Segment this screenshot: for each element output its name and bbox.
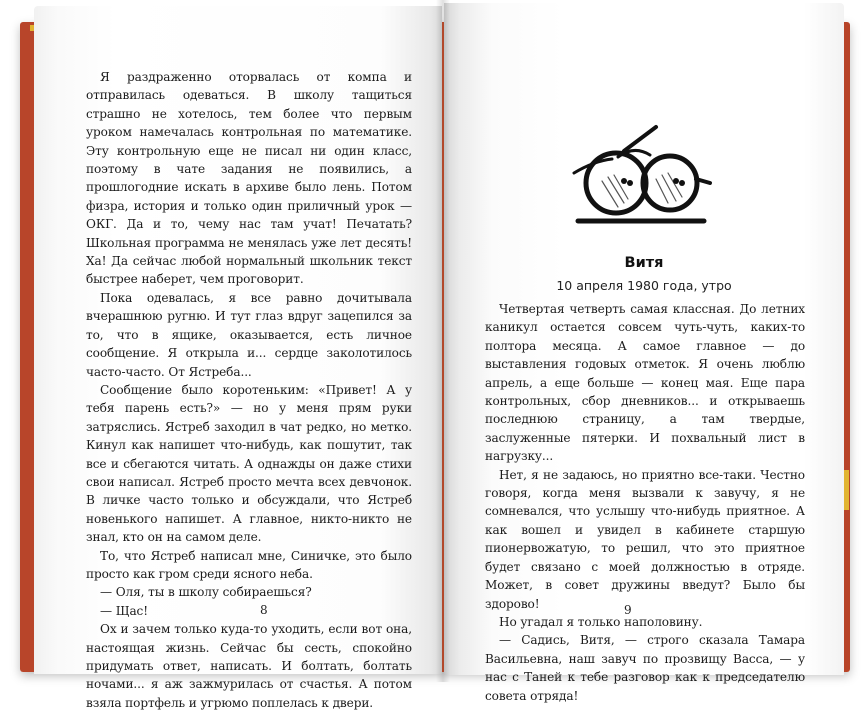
left-page — [34, 6, 442, 710]
paragraph: То, что Ястреб написал мне, Синичке, это было просто как гром среди ясного неба. — [86, 548, 412, 581]
paragraph: — Садись, Витя, — строго сказала Тамара Васильевна, наш завуч по прозвищу Васса, — у нас с Таней к тебе разговор как к председателю совета отряда! — [485, 633, 805, 703]
paragraph: Нет, я не задаюсь, но приятно все-таки. Честно говоря, когда меня вызвали к завучу, я не сомневался, что услышу что-нибудь приятное. А как вошел и увидел в кабинете старшую пионервожатую, то решил, что это приятное будет связано с моей должностью в отряде. Может, в совет дружины введут? Было бы здорово! — [485, 467, 805, 611]
chapter-subtitle: 10 апреля 1980 года, утро — [556, 278, 732, 293]
page-number: 8 — [260, 603, 268, 617]
right-page — [444, 3, 844, 703]
page-number: 9 — [624, 603, 632, 617]
two-round-faces-doodle-icon — [554, 121, 724, 231]
paragraph: — Оля, ты в школу собираешься? — [100, 585, 312, 600]
left-page-text — [86, 68, 412, 712]
chapter-title: Витя — [624, 255, 664, 271]
paragraph: Сообщение было коротеньким: «Привет! А у тебя парень есть?» — но у меня прям руки затряслись. Ястреб заходил в чат редко, но метко. Кинул как напишет что-нибудь, как пошутит, так все и сбегаются читать. А однажды он даже стихи свои написал. Ястреб просто мечта всех девчонок. В личке часто только и обсуждали, что Ястреб новенького напишет. А главное, никто-никто не знал, кто он на самом деле. — [86, 382, 412, 545]
right-page-text — [485, 300, 805, 705]
book-gutter-shadow — [436, 0, 450, 682]
paragraph: Четвертая четверть самая классная. До летних каникул остается совсем чуть-чуть, каких-то полтора месяца. А самое главное — до выставления годовых отметок. Я очень люблю апрель, а еще больше — конец мая. Еще пара контрольных, сбор дневников... и открываешь последнюю страницу, а там твердые, заслуженные пятерки. И похвальный лист в нагрузку... — [485, 302, 805, 464]
paragraph: Я раздраженно оторвалась от компа и отправилась одеваться. В школу тащиться страшно не хотелось, тем более что первым уроком намечалась контрольная по математике. Эту контрольную еще не писал ни один класс, поэтому в чате задания не появились, а прошлогодние искать в архиве было лень. Потом физра, история и только один приличный урок — ОКГ. Да и то, чему нас там учат! Печатать? Школьная программа не менялась уже лет десять! Ха! Да сейчас любой нормальный школьник текст быстрее наберет, чем проговорит. — [86, 70, 412, 287]
paragraph: Ох и зачем только куда-то уходить, если вот она, настоящая жизнь. Сейчас бы сесть, спокойно придумать ответ, написать. И болтать, болтать ночами... я аж зажмурилась от счастья. А потом взяла портфель и угрюмо поплелась к двери. — [86, 622, 412, 710]
paragraph: Но угадал я только наполовину. — [499, 614, 703, 629]
paragraph: Пока одевалась, я все равно дочитывала вчерашнюю ругню. И тут глаз вдруг зацепился за то, что в ящике, оказывается, есть личное сообщение. Я открыла и... сердце заколотилось часто-часто. От Ястреба... — [86, 290, 412, 379]
paragraph: — Щас! — [100, 603, 148, 618]
